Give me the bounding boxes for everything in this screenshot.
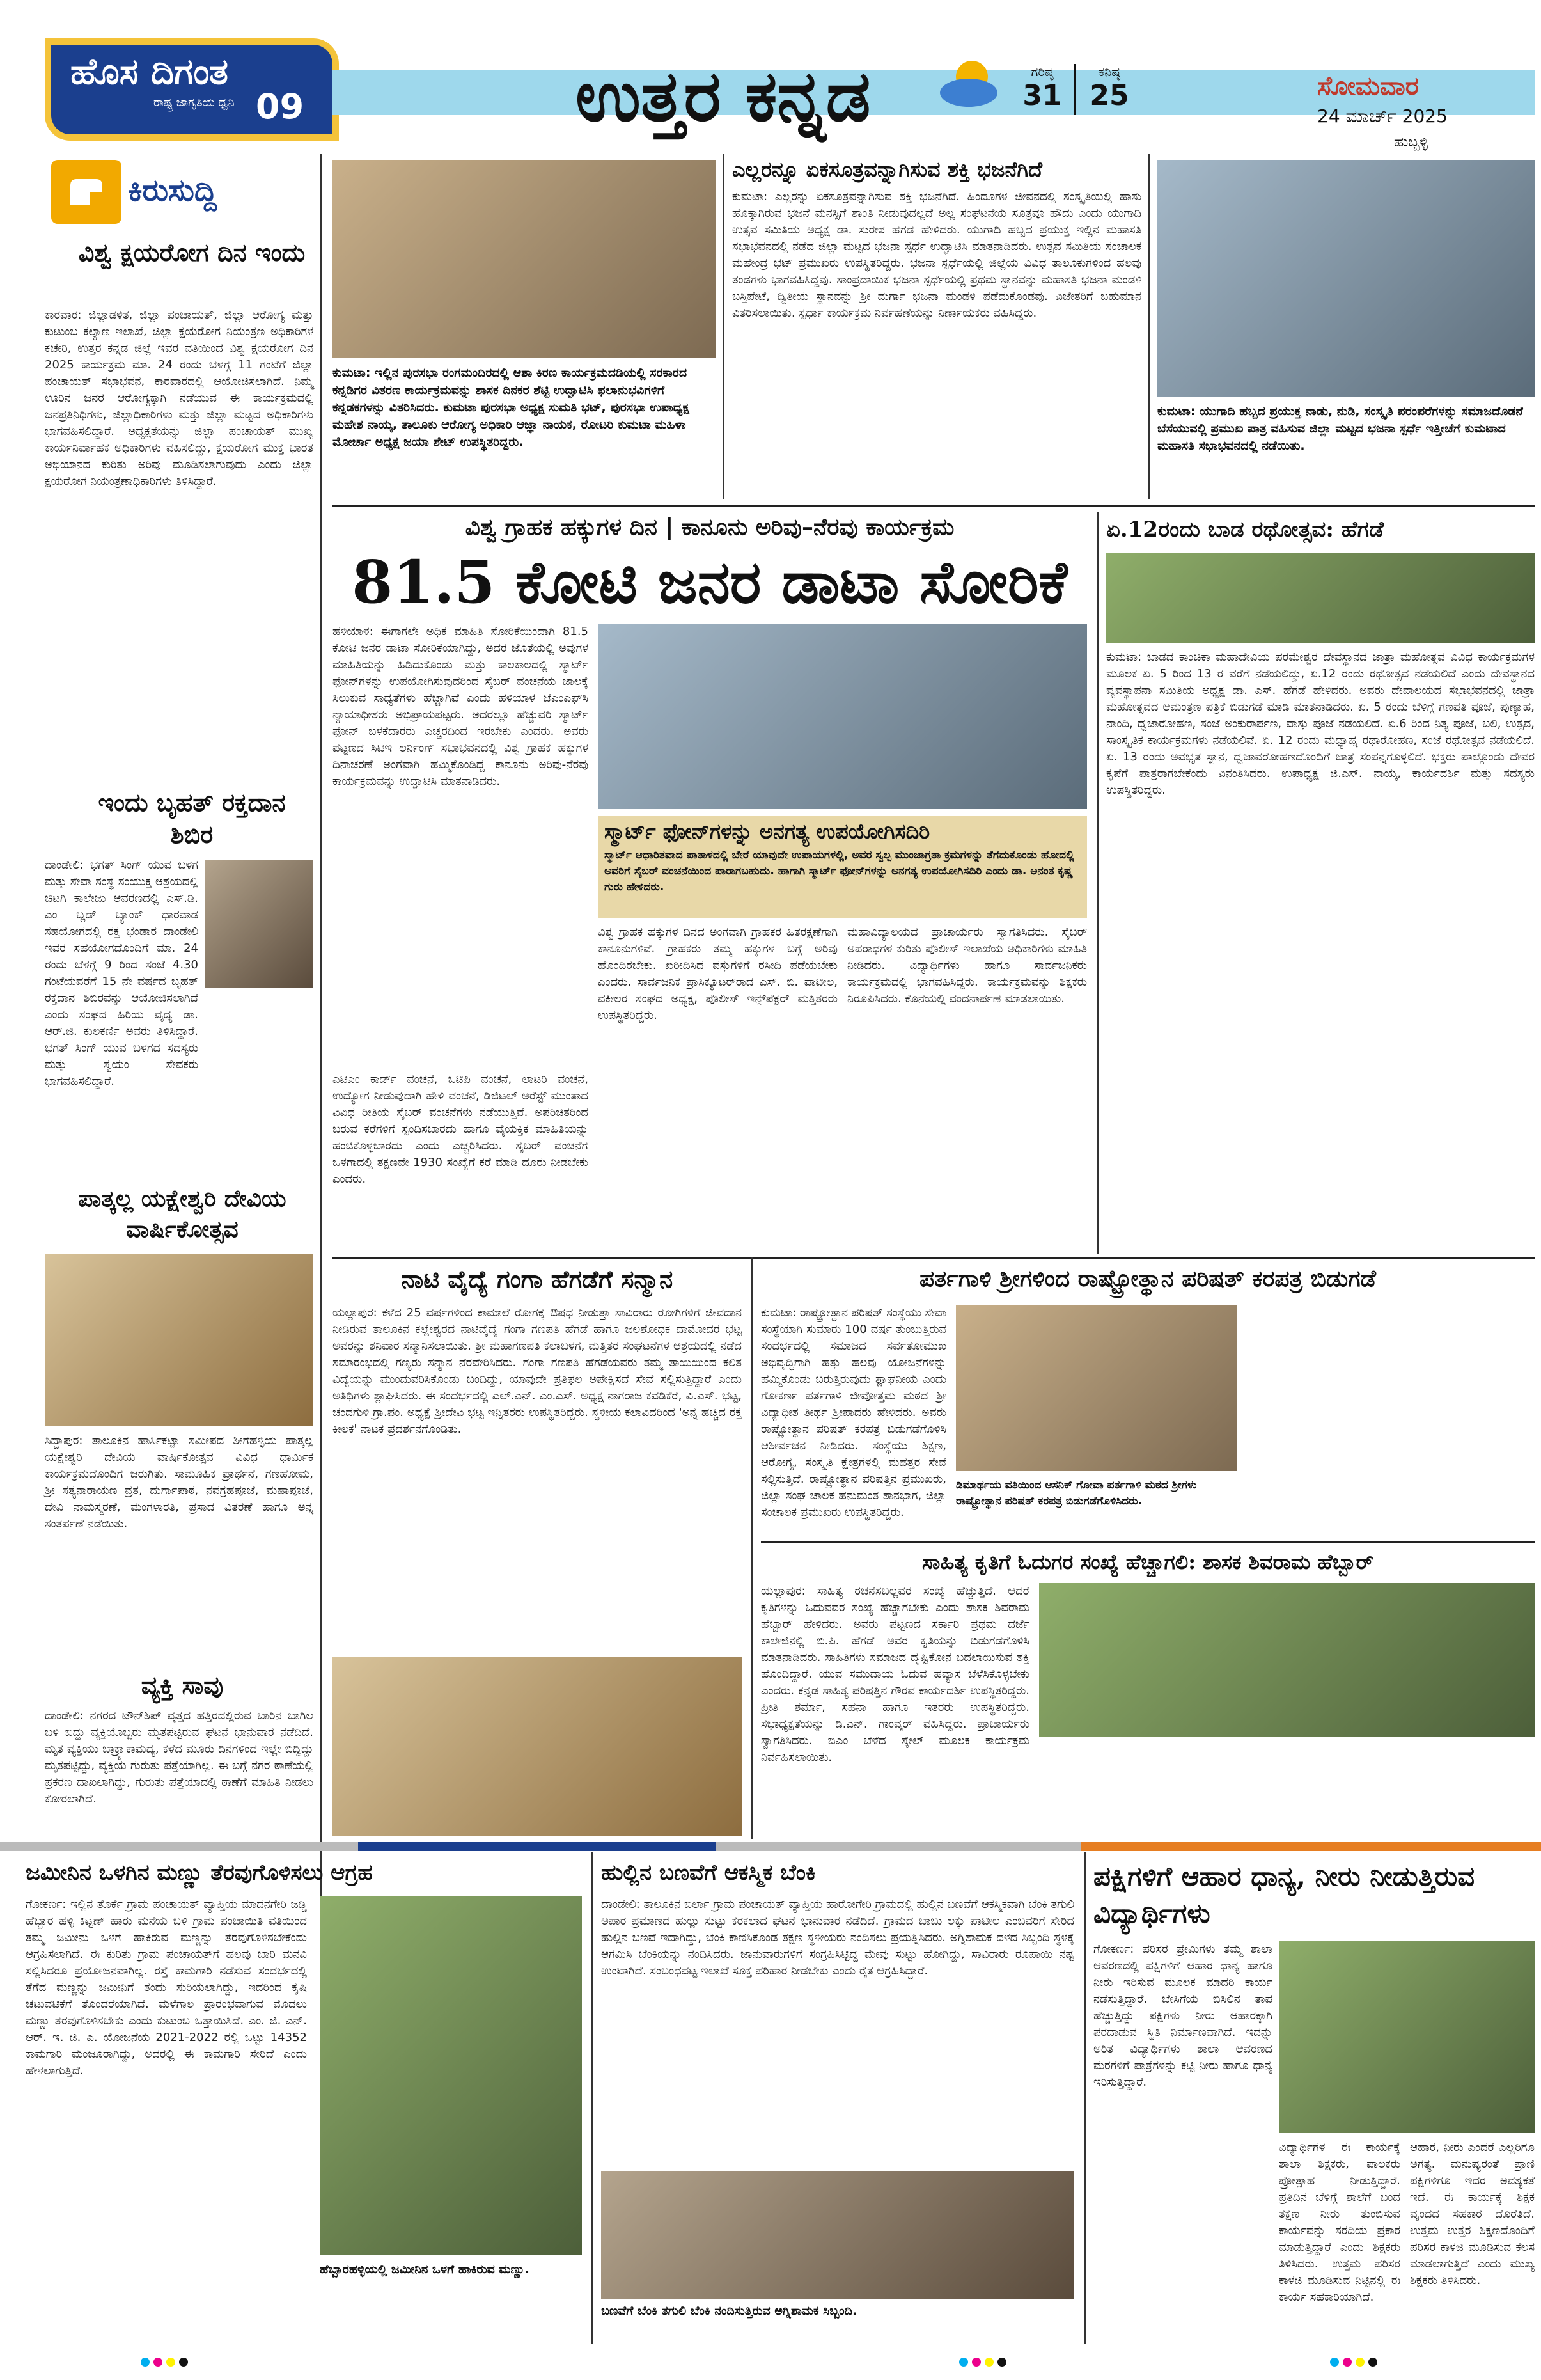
ganga-body: ಯಲ್ಲಾಪುರ: ಕಳೆದ 25 ವರ್ಷಗಳಿಂದ ಕಾಮಾಲೆ ರೋಗಕ್ಕೆ ಔಷಧ ನೀಡುತ್ತಾ ಸಾವಿರಾರು ರೋಗಿಗಳಿಗೆ ಜೀವದಾನ ನೀಡಿರುವ ತಾಲೂಕಿನ ಕಲ್ಲೇಶ್ವರದ ನಾಟಿವೈದ್ಯೆ ಗಂಗಾ ಗಣಪತಿ ಹೆಗಡೆ ಹಾಗೂ ಜಲಶೋಧಕ ದಾಮೋದರ ಭಟ್ಟ ಅವರನ್ನು ಶನಿವಾರ ಸನ್ಮಾನಿಸಲಾಯಿತು. ಶ್ರೀ ಮಹಾಗಣಪತಿ ಕಲಾಬಳಗ, ಮತ್ತಿತರ ಸಂಘಟನೆಗಳ ಆಶ್ರಯದಲ್ಲಿ ನಡೆದ ಸಮಾರಂಭದಲ್ಲಿ ಗಣ್ಯರು ಸನ್ಮಾನ ನೆರವೇರಿಸಿದರು. ಗಂಗಾ ಗಣಪತಿ ಹೆಗಡೆಯವರು ತಮ್ಮ ತಾಯಿಯಿಂದ ಕಲಿತ ವಿದ್ಯೆಯನ್ನು ಮುಂದುವರಿಸಿಕೊಂಡು ಬಂದಿದ್ದು, ಯಾವುದೇ ಪ್ರತಿಫಲ ಅಪೇಕ್ಷಿಸದೆ ಸೇವೆ ಸಲ್ಲಿಸುತ್ತಿದ್ದಾರೆ ಎಂದು ಅತಿಥಿಗಳು ಶ್ಲಾಘಿಸಿದರು. ಈ ಸಂದರ್ಭದಲ್ಲಿ ಎಲ್.ಎನ್. ಎಂ.ಎಸ್. ಅಧ್ಯಕ್ಷ ನಾಗರಾಜ ಕವಡಿಕೆರೆ, ವಿ.ಎಸ್. ಭಟ್ಟ, ಚಂದಗುಳಿ ಗ್ರಾ.ಪಂ. ಅಧ್ಯಕ್ಷೆ ಶ್ರೀದೇವಿ ಭಟ್ಟ ಇನ್ನಿತರರು ಉಪಸ್ಥಿತರಿದ್ದರು. ಸ್ಥಳೀಯ ಕಲಾವಿದರಿಂದ 'ಅನ್ನ ಹಚ್ಚಿದ ರಕ್ತ ಕೀಲಕ' ನಾಟಕ ಪ್ರದರ್ಶನಗೊಂಡಿತು. [332, 1306, 742, 1436]
brief-body-3: ಸಿದ್ದಾಪುರ: ತಾಲೂಕಿನ ಹಾರ್ಸಿಕಟ್ಟಾ ಸಮೀಪದ ಶೀಗೆಹಳ್ಳಿಯ ಪಾತ್ಕಲ್ಲ ಯಕ್ಷೇಶ್ವರಿ ದೇವಿಯ ವಾರ್ಷಿಕೋತ್ಸವ ವಿವಿಧ ಧಾರ್ಮಿಕ ಕಾರ್ಯಕ್ರಮದೊಂದಿಗೆ ಜರುಗಿತು. ಸಾಮೂಹಿಕ ಪ್ರಾರ್ಥನೆ, ಗಣಹೋಮ, ಶ್ರೀ ಸತ್ಯನಾರಾಯಣ ವ್ರತ, ದುರ್ಗಾಪಾಠ, ನವಗ್ರಹಪೂಜೆ, ಮಹಾಪೂಜೆ, ದೇವಿ ನಾಮಸ್ಮರಣೆ, ಮಂಗಳಾರತಿ, ಪ್ರಸಾದ ವಿತರಣೆ ಹಾಗೂ ಅನ್ನ ಸಂತರ್ಪಣೆ ನಡೆಯಿತು. [45, 1434, 313, 1531]
parthagali-title: ಪರ್ತಗಾಳಿ ಶ್ರೀಗಳಿಂದ ರಾಷ್ಟ್ರೋತ್ಥಾನ ಪರಿಷತ್ ಕರಪತ್ರ ಬಿಡುಗಡೆ [919, 1265, 1376, 1292]
parthagali-body: ಕುಮಟಾ: ರಾಷ್ಟ್ರೋತ್ಥಾನ ಪರಿಷತ್ ಸಂಸ್ಥೆಯು ಸೇವಾ ಸಂಸ್ಥೆಯಾಗಿ ಸುಮಾರು 100 ವರ್ಷ ತುಂಬುತ್ತಿರುವ ಸಂದರ್ಭದಲ್ಲಿ ಸಮಾಜದ ಸರ್ವತೋಮುಖ ಅಭಿವೃದ್ಧಿಗಾಗಿ ಹತ್ತು ಹಲವು ಯೋಜನೆಗಳನ್ನು ಹಮ್ಮಿಕೊಂಡು ಬರುತ್ತಿರುವುದು ಶ್ಲಾಘನೀಯ ಎಂದು ಗೋಕರ್ಣ ಪರ್ತಗಾಳಿ ಜೀವೋತ್ತಮ ಮಠದ ಶ್ರೀ ವಿದ್ಯಾಧೀಶ ತೀರ್ಥ ಶ್ರೀಪಾದರು ಹೇಳಿದರು. ಅವರು ರಾಷ್ಟ್ರೋತ್ಥಾನ ಪರಿಷತ್ ಕರಪತ್ರ ಬಿಡುಗಡೆಗೊಳಿಸಿ ಆಶೀರ್ವಚನ ನೀಡಿದರು. ಸಂಸ್ಥೆಯು ಶಿಕ್ಷಣ, ಆರೋಗ್ಯ, ಸಂಸ್ಕೃತಿ ಕ್ಷೇತ್ರಗಳಲ್ಲಿ ಮಹತ್ತರ ಸೇವೆ ಸಲ್ಲಿಸುತ್ತಿದೆ. ರಾಷ್ಟ್ರೋತ್ಥಾನ ಪರಿಷತ್ತಿನ ಪ್ರಮುಖರು, ಜಿಲ್ಲಾ ಸಂಘ ಚಾಲಕ ಹನುಮಂತ ಶಾನಭಾಗ, ಜಿಲ್ಲಾ ಸಂಚಾಲಕ ಪ್ರಮುಖರು ಉಪಸ್ಥಿತರಿದ್ದರು. [761, 1306, 946, 1519]
brief-body-1: ಕಾರವಾರ: ಜಿಲ್ಲಾಡಳಿತ, ಜಿಲ್ಲಾ ಪಂಚಾಯತ್, ಜಿಲ್ಲಾ ಆರೋಗ್ಯ ಮತ್ತು ಕುಟುಂಬ ಕಲ್ಯಾಣ ಇಲಾಖೆ, ಜಿಲ್ಲಾ ಕ್ಷಯರೋಗ ನಿಯಂತ್ರಣ ಅಧಿಕಾರಿಗಳ ಕಚೇರಿ, ಉತ್ತರ ಕನ್ನಡ ಜಿಲ್ಲೆ ಇವರ ವತಿಯಿಂದ ವಿಶ್ವ ಕ್ಷಯರೋಗ ದಿನ 2025 ಕಾರ್ಯಕ್ರಮ ಮಾ. 24 ರಂದು ಬೆಳಗ್ಗೆ 11 ಗಂಟೆಗೆ ಜಿಲ್ಲಾ ಪಂಚಾಯತ್ ಸಭಾಭವನ, ಕಾರವಾರದಲ್ಲಿ ಆಯೋಜಿಸಲಾಗಿದೆ. ನಿಮ್ಮ ಊರಿನ ಜನರ ಆರೋಗ್ಯಕ್ಕಾಗಿ ನಡೆಯುವ ಈ ಕಾರ್ಯಕ್ರಮದಲ್ಲಿ ಜನಪ್ರತಿನಿಧಿಗಳು, ಜಿಲ್ಲಾಧಿಕಾರಿಗಳು ಮತ್ತು ಜಿಲ್ಲಾ ಮಟ್ಟದ ಅಧಿಕಾರಿಗಳು ಭಾಗವಹಿಸಲಿದ್ದಾರೆ. ಅಧ್ಯಕ್ಷತೆಯನ್ನು ಜಿಲ್ಲಾ ಪಂಚಾಯತ್ ಮುಖ್ಯ ಕಾರ್ಯನಿರ್ವಾಹಕ ಅಧಿಕಾರಿಗಳು ವಹಿಸಲಿದ್ದು, ಕ್ಷಯರೋಗ ಮುಕ್ತ ಭಾರತ ಅಭಿಯಾನದ ಕುರಿತು ಅರಿವು ಮೂಡಿಸಲಾಗುವುದು ಎಂದು ಜಿಲ್ಲಾ ಕ್ಷಯರೋಗ ನಿಯಂತ್ರಣಾಧಿಕಾರಿಗಳು ತಿಳಿಸಿದ್ದಾರೆ. [45, 308, 313, 488]
brief-title-1: ವಿಶ್ವ ಕ್ಷಯರೋಗ ದಿನ ಇಂದು [78, 238, 306, 267]
brief-body-4: ದಾಂಡೇಲಿ: ನಗರದ ಟೌನ್‌ಶಿಪ್ ವೃತ್ತದ ಹತ್ತಿರದಲ್ಲಿರುವ ಬಾರಿನ ಬಾಗಿಲ ಬಳಿ ಬಿದ್ದು ವ್ಯಕ್ತಿಯೊಬ್ಬರು ಮೃತಪಟ್ಟಿರುವ ಘಟನೆ ಭಾನುವಾರ ನಡೆದಿದೆ. ಮೃತ ವ್ಯಕ್ತಿಯು ಬಾಕ್ರ್ಯಾಕಾಮದ್ಯ, ಕಳೆದ ಮೂರು ದಿನಗಳಿಂದ ಇಲ್ಲೇ ಬಿದ್ದಿದ್ದು ಮೃತಪಟ್ಟಿದ್ದು, ವ್ಯಕ್ತಿಯ ಗುರುತು ಪತ್ತೆಯಾಗಿಲ್ಲ. ಈ ಬಗ್ಗೆ ನಗರ ಠಾಣೆಯಲ್ಲಿ ಪ್ರಕರಣ ದಾಖಲಾಗಿದ್ದು, ಗುರುತು ಪತ್ತೆಯಾದಲ್ಲಿ ಠಾಣೆಗೆ ಮಾಹಿತಿ ನೀಡಲು ಕೋರಲಾಗಿದೆ. [45, 1709, 313, 1806]
date: 24 ಮಾರ್ಚ್ 2025 [1317, 106, 1448, 127]
rule-2 [332, 1257, 1535, 1259]
eye-camp-photo [332, 160, 716, 358]
weekday: ಸೋಮವಾರ [1317, 72, 1419, 101]
portrait-photo [205, 860, 313, 988]
soil-body: ಗೋಕರ್ಣ: ಇಲ್ಲಿನ ತೊರ್ಕೆ ಗ್ರಾಮ ಪಂಚಾಯತ್ ವ್ಯಾಪ್ತಿಯ ಮಾದನಗೇರಿ ಜಡ್ಡಿ ಹೆಬ್ಬಾರ ಹಳ್ಳಿ ಕಿಟ್ಟಣ್ ಹಾರು ಮನೆಯ ಬಳಿ ಗ್ರಾಮ ಪಂಚಾಯಿತಿ ವತಿಯಿಂದ ತಮ್ಮ ಜಮೀನು ಒಳಗೆ ಹಾಕಿರುವ ಮಣ್ಣನ್ನು ತೆರವುಗೊಳಿಸಬೇಕೆಂದು ಆಗ್ರಹಿಸಲಾಗಿದೆ. ಈ ಕುರಿತು ಗ್ರಾಮ ಪಂಚಾಯತ್‌ಗೆ ಹಲವು ಬಾರಿ ಮನವಿ ಸಲ್ಲಿಸಿದರೂ ಪ್ರಯೋಜನವಾಗಿಲ್ಲ. ರಸ್ತೆ ಕಾಮಗಾರಿ ನಡೆಸುವ ಸಂದರ್ಭದಲ್ಲಿ ತೆಗೆದ ಮಣ್ಣನ್ನು ಜಮೀನಿಗೆ ತಂದು ಸುರಿಯಲಾಗಿದ್ದು, ಇದರಿಂದ ಕೃಷಿ ಚಟುವಟಿಕೆಗೆ ತೊಂದರೆಯಾಗಿದೆ. ಮಳೆಗಾಲ ಪ್ರಾರಂಭವಾಗುವ ಮೊದಲು ಮಣ್ಣು ತೆರವುಗೊಳಿಸಬೇಕು ಎಂದು ಕುಟುಂಬ ಒತ್ತಾಯಿಸಿದೆ. ಎಂ. ಜಿ. ಎನ್. ಆರ್. ಇ. ಜಿ. ಎ. ಯೋಜನೆಯ 2021-2022 ರಲ್ಲಿ ಒಟ್ಟು 14352 ಕಾಮಗಾರಿ ಮಂಜೂರಾಗಿದ್ದು, ಅದರಲ್ಲಿ ಈ ಕಾಮಗಾರಿ ಸೇರಿದೆ ಎಂದು ಹೇಳಲಾಗುತ್ತಿದೆ. [26, 1898, 307, 2077]
kirusuddi-hand-icon [51, 160, 121, 224]
fire-body: ದಾಂಡೇಲಿ: ತಾಲೂಕಿನ ಬಿರ್ಲಾ ಗ್ರಾಮ ಪಂಚಾಯತ್ ವ್ಯಾಪ್ತಿಯ ಹಾರೋಗೇರಿ ಗ್ರಾಮದಲ್ಲಿ ಹುಲ್ಲಿನ ಬಣವೆಗೆ ಆಕಸ್ಮಿಕವಾಗಿ ಬೆಂಕಿ ತಗುಲಿ ಅಪಾರ ಪ್ರಮಾಣದ ಹುಲ್ಲು ಸುಟ್ಟು ಕರಕಲಾದ ಘಟನೆ ಭಾನುವಾರ ನಡೆದಿದೆ. ಗ್ರಾಮದ ಬಾಬು ಲಕ್ಕು ಪಾಟೀಲ ಎಂಬವರಿಗೆ ಸೇರಿದ ಹುಲ್ಲಿನ ಬಣವೆ ಇದಾಗಿದ್ದು, ಬೆಂಕಿ ಕಾಣಿಸಿಕೊಂಡ ತಕ್ಷಣ ಸ್ಥಳೀಯರು ನಂದಿಸಲು ಪ್ರಯತ್ನಿಸಿದರು. ಅಗ್ನಿಶಾಮಕ ದಳದ ಸಿಬ್ಬಂದಿ ಸ್ಥಳಕ್ಕೆ ಆಗಮಿಸಿ ಬೆಂಕಿಯನ್ನು ನಂದಿಸಿದರು. ಜಾನುವಾರುಗಳಿಗೆ ಸಂಗ್ರಹಿಸಿಟ್ಟಿದ್ದ ಮೇವು ಸುಟ್ಟು ಹೋಗಿದ್ದು, ಸಾವಿರಾರು ರೂಪಾಯಿ ನಷ್ಟ ಉಂಟಾಗಿದೆ. ಸಂಬಂಧಪಟ್ಟ ಇಲಾಖೆ ಸೂಕ್ತ ಪರಿಹಾರ ನೀಡಬೇಕು ಎಂದು ರೈತ ಆಗ್ರಹಿಸಿದ್ದಾರೆ. [601, 1898, 1074, 1978]
col-divider-1 [723, 154, 724, 499]
min-temp-block [1081, 64, 1138, 112]
color-registration-dots-3 [1330, 2357, 1381, 2369]
rule-1 [332, 505, 1535, 507]
lead-body-3: ವಿಶ್ವ ಗ್ರಾಹಕ ಹಕ್ಕುಗಳ ದಿನದ ಅಂಗವಾಗಿ ಗ್ರಾಹಕರ ಹಿತರಕ್ಷಣೆಗಾಗಿ ಕಾನೂನುಗಳಿವೆ. ಗ್ರಾಹಕರು ತಮ್ಮ ಹಕ್ಕುಗಳ ಬಗ್ಗೆ ಅರಿವು ಹೊಂದಿರಬೇಕು. ಖರೀದಿಸಿದ ವಸ್ತುಗಳಿಗೆ ರಸೀದಿ ಪಡೆಯಬೇಕು ಎಂದರು. ಸಾರ್ವಜನಿಕ ಪ್ರಾಸಿಕ್ಯೂಟರ್‌ರಾದ ಎಸ್. ಬಿ. ಪಾಟೀಲ, ವಕೀಲರ ಸಂಘದ ಅಧ್ಯಕ್ಷ, ಪೊಲೀಸ್ ಇನ್ಸ್‌ಪೆಕ್ಟರ್ ಮತ್ತಿತರರು ಉಪಸ್ಥಿತರಿದ್ದರು. [598, 926, 838, 1022]
bhajan-body: ಕುಮಟಾ: ಎಲ್ಲರನ್ನು ಏಕಸೂತ್ರವನ್ನಾಗಿಸುವ ಶಕ್ತಿ ಭಜನೆಗಿದೆ. ಹಿಂದೂಗಳ ಜೀವನದಲ್ಲಿ ಸಂಸ್ಕೃತಿಯಲ್ಲಿ ಹಾಸು ಹೊಕ್ಕಾಗಿರುವ ಭಜನೆ ಮನಸ್ಸಿಗೆ ಶಾಂತಿ ನೀಡುವುದಲ್ಲದೆ ಅಲ್ಲ ಸಂಘಟನೆಯ ಸೂತ್ರವೂ ಹೌದು ಎಂದು ಯುಗಾದಿ ಉತ್ಸವ ಸಮಿತಿಯ ಅಧ್ಯಕ್ಷ ಡಾ. ಸುರೇಶ ಹೆಗಡೆ ಹೇಳಿದರು. ಯುಗಾದಿ ಹಬ್ಬದ ಪ್ರಯುಕ್ತ ಇಲ್ಲಿನ ಮಹಾಸತಿ ಸಭಾಭವನದಲ್ಲಿ ನಡೆದ ಜಿಲ್ಲಾ ಮಟ್ಟದ ಭಜನಾ ಸ್ಪರ್ಧೆ ಉದ್ಘಾಟಿಸಿ ಮಾತನಾಡಿದರು. ಉತ್ಸವ ಸಮಿತಿಯ ಸಂಚಾಲಕ ಮಹೇಂದ್ರ ಭಟ್ ಪ್ರಮುಖರು ಉಪಸ್ಥಿತರಿದ್ದರು. ಭಜನಾ ಸ್ಪರ್ಧೆಯಲ್ಲಿ ಜಿಲ್ಲೆಯ ವಿವಿಧ ತಾಲೂಕುಗಳಿಂದ ಹಲವು ತಂಡಗಳು ಭಾಗವಹಿಸಿದ್ದವು. ಸಾಂಪ್ರದಾಯಿಕ ಭಜನಾ ಸ್ಪರ್ಧೆಯಲ್ಲಿ ಪ್ರಥಮ ಸ್ಥಾನವನ್ನು ಮಹಾಸತಿ ಭಜನಾ ಮಂಡಳಿ ಬಸ್ತಿಪೇಟೆ, ದ್ವಿತೀಯ ಸ್ಥಾನವನ್ನು ಶ್ರೀ ದುರ್ಗಾ ಭಜನಾ ಮಂಡಳಿ ಪಡೆದುಕೊಂಡವು. ವಿಜೇತರಿಗೆ ಬಹುಮಾನ ವಿತರಿಸಲಾಯಿತು. ಸ್ಪರ್ಧಾ ಕಾರ್ಯಕ್ರಮ ನಿರ್ವಹಣೆಯನ್ನು ನಿರ್ಣಾಯಕರು ವಹಿಸಿದ್ದರು. [732, 190, 1141, 320]
max-temp-block [1013, 64, 1071, 112]
soil-caption: ಹೆಬ್ಬಾರಹಳ್ಳಿಯಲ್ಲಿ ಜಮೀನಿನ ಒಳಗೆ ಹಾಕಿರುವ ಮಣ್ಣು. [320, 2262, 529, 2276]
brief-title-3: ಪಾತ್ಕಲ್ಲ ಯಕ್ಷೇಶ್ವರಿ ದೇವಿಯ ವಾರ್ಷಿಕೋತ್ಸವ [78, 1185, 286, 1243]
accent-bar-1 [358, 1842, 716, 1851]
lead-body-2: ಎಟಿಎಂ ಕಾರ್ಡ್ ವಂಚನೆ, ಒಟಿಪಿ ವಂಚನೆ, ಲಾಟರಿ ವಂಚನೆ, ಉದ್ಯೋಗ ನೀಡುವುದಾಗಿ ಹೇಳಿ ವಂಚನೆ, ಡಿಜಿಟಲ್ ಅರೆಸ್ಟ್ ಮುಂತಾದ ವಿವಿಧ ರೀತಿಯ ಸೈಬರ್ ವಂಚನೆಗಳು ನಡೆಯುತ್ತಿವೆ. ಅಪರಿಚಿತರಿಂದ ಬರುವ ಕರೆಗಳಿಗೆ ಸ್ಪಂದಿಸಬಾರದು ಹಾಗೂ ವೈಯಕ್ತಿಕ ಮಾಹಿತಿಯನ್ನು ಹಂಚಿಕೊಳ್ಳಬಾರದು ಎಂದು ಎಚ್ಚರಿಸಿದರು. ಸೈಬರ್ ವಂಚನೆಗೆ ಒಳಗಾದಲ್ಲಿ ತಕ್ಷಣವೇ 1930 ಸಂಖ್ಯೆಗೆ ಕರೆ ಮಾಡಿ ದೂರು ನೀಡಬೇಕು ಎಂದರು. [332, 1073, 588, 1186]
sahitya-title: ಸಾಹಿತ್ಯ ಕೃತಿಗೆ ಓದುಗರ ಸಂಖ್ಯೆ ಹೆಚ್ಚಾಗಲಿ: ಶಾಸಕ ಶಿವರಾಮ ಹೆಬ್ಬಾರ್ [922, 1550, 1373, 1574]
soil-title: ಜಮೀನಿನ ಒಳಗಿನ ಮಣ್ಣು ತೆರವುಗೊಳಿಸಲು ಆಗ್ರಹ [26, 1860, 373, 1886]
birds-body-1: ಗೋಕರ್ಣ: ಪರಿಸರ ಪ್ರೇಮಿಗಳು ತಮ್ಮ ಶಾಲಾ ಆವರಣದಲ್ಲಿ ಪಕ್ಷಿಗಳಿಗೆ ಆಹಾರ ಧಾನ್ಯ ಹಾಗೂ ನೀರು ಇರಿಸುವ ಮೂಲಕ ಮಾದರಿ ಕಾರ್ಯ ನಡೆಸುತ್ತಿದ್ದಾರೆ. ಬೇಸಿಗೆಯ ಬಿಸಿಲಿನ ತಾಪ ಹೆಚ್ಚುತ್ತಿದ್ದು ಪಕ್ಷಿಗಳು ನೀರು ಆಹಾರಕ್ಕಾಗಿ ಪರದಾಡುವ ಸ್ಥಿತಿ ನಿರ್ಮಾಣವಾಗಿದೆ. ಇದನ್ನು ಅರಿತ ವಿದ್ಯಾರ್ಥಿಗಳು ಶಾಲಾ ಆವರಣದ ಮರಗಳಿಗೆ ಪಾತ್ರೆಗಳನ್ನು ಕಟ್ಟಿ ನೀರು ಹಾಗೂ ಧಾನ್ಯ ಇರಿಸುತ್ತಿದ್ದಾರೆ. [1093, 1943, 1272, 2089]
ganga-photo [332, 1657, 742, 1836]
section-title-kirusuddi: ಕಿರುಸುದ್ದಿ [128, 173, 217, 209]
birds-body-3: ಆಹಾರ, ನೀರು ಎಂದರೆ ಎಲ್ಲರಿಗೂ ಅಗತ್ಯ. ಮನುಷ್ಯರಂತೆ ಪ್ರಾಣಿ ಪಕ್ಷಿಗಳಿಗೂ ಇದರ ಅವಶ್ಯಕತೆ ಇದೆ. ಈ ಕಾರ್ಯಕ್ಕೆ ಶಿಕ್ಷಕ ವೃಂದದ ಸಹಕಾರ ದೊರೆತಿದೆ. ಉತ್ತಮ ಉತ್ತರ ಶಿಕ್ಷಣದೊಂದಿಗೆ ಪರಿಸರ ಕಾಳಜಿ ಮೂಡಿಸುವ ಕೆಲಸ ಮಾಡಲಾಗುತ್ತಿದೆ ಎಂದು ಮುಖ್ಯ ಶಿಕ್ಷಕರು ತಿಳಿಸಿದರು. [1410, 2141, 1535, 2287]
max-temp-value: 31 [1022, 79, 1062, 112]
sahitya-body-2 [1039, 1743, 1535, 1839]
soil-photo [320, 1896, 582, 2255]
color-registration-dots-2 [959, 2357, 1010, 2369]
brief-title-4: ವ್ಯಕ್ತಿ ಸಾವು [141, 1671, 224, 1699]
brief-title-2: ಇಂದು ಬೃಹತ್ ರಕ್ತದಾನ ಶಿಬಿರ [98, 788, 286, 849]
accent-bar-2 [1081, 1842, 1541, 1851]
lead-headline: 81.5 ಕೋಟಿ ಜನರ ಡಾಟಾ ಸೋರಿಕೆ [352, 548, 1068, 617]
max-temp-label: ಗರಿಷ್ಠ [1031, 64, 1054, 79]
col-divider-6 [1084, 1852, 1086, 2344]
bhajan-photo [1157, 160, 1535, 397]
brand-title: ಹೊಸ ದಿಗಂತ [70, 51, 228, 93]
fire-title: ಹುಲ್ಲಿನ ಬಣವೆಗೆ ಆಕಸ್ಮಿಕ ಬೆಂಕಿ [601, 1860, 816, 1886]
brand-tagline: ರಾಷ್ಟ್ರ ಜಾಗೃತಿಯ ಧ್ವನಿ [153, 96, 235, 109]
page-number: 09 [256, 86, 304, 127]
lead-kicker: ವಿಶ್ವ ಗ್ರಾಹಕ ಹಕ್ಕುಗಳ ದಿನ | ಕಾನೂನು ಅರಿವು–ನೆರವು ಕಾರ್ಯಕ್ರಮ [465, 514, 955, 540]
lead-body-1: ಹಳಿಯಾಳ: ಈಗಾಗಲೇ ಅಧಿಕ ಮಾಹಿತಿ ಸೋರಿಕೆಯಿಂದಾಗಿ 81.5 ಕೋಟಿ ಜನರ ಡಾಟಾ ಸೋರಿಕೆಯಾಗಿದ್ದು, ಅದರ ಜೊತೆಯಲ್ಲಿ ಅವುಗಳ ಮಾಹಿತಿಯನ್ನು ಹಿಡಿದುಕೊಂಡು ಮತ್ತು ಕಾಲಕಾಲದಲ್ಲಿ ಸ್ಮಾರ್ಟ್ ಫೋನ್‌ಗಳನ್ನು ಉಪಯೋಗಿಸುವುದರಿಂದ ಸೈಬರ್ ವಂಚನೆಯ ಜಾಲಕ್ಕೆ ಸಿಲುಕುವ ಸಾಧ್ಯತೆಗಳು ಹೆಚ್ಚಾಗಿವೆ ಎಂದು ಹಳಿಯಾಳ ಜೆಎಂಎಫ್‌ಸಿ ನ್ಯಾಯಾಧೀಶರು ಅಭಿಪ್ರಾಯಪಟ್ಟರು. ಅದರಲ್ಲೂ ಹೆಚ್ಚುವರಿ ಸ್ಮಾರ್ಟ್ ಫೋನ್ ಬಳಕೆದಾರರು ಎಚ್ಚರದಿಂದ ಇರಬೇಕು ಎಂದರು. ಅವರು ಪಟ್ಟಣದ ಸಿಟಿಇ ಲರ್ನಿಂಗ್ ಸಭಾಭವನದಲ್ಲಿ ವಿಶ್ವ ಗ್ರಾಹಕ ಹಕ್ಕುಗಳ ದಿನಾಚರಣೆ ಅಂಗವಾಗಿ ಹಮ್ಮಿಕೊಂಡಿದ್ದ ಕಾನೂನು ಅರಿವು-ನೆರವು ಕಾರ್ಯಕ್ರಮವನ್ನು ಉದ್ಘಾಟಿಸಿ ಮಾತನಾಡಿದರು. [332, 625, 588, 788]
weather-icon [937, 54, 1007, 114]
lead-body-4: ಮಹಾವಿದ್ಯಾಲಯದ ಪ್ರಾಚಾರ್ಯರು ಸ್ವಾಗತಿಸಿದರು. ಸೈಬರ್ ಅಪರಾಧಗಳ ಕುರಿತು ಪೊಲೀಸ್ ಇಲಾಖೆಯ ಅಧಿಕಾರಿಗಳು ಮಾಹಿತಿ ನೀಡಿದರು. ವಿದ್ಯಾರ್ಥಿಗಳು ಹಾಗೂ ಸಾರ್ವಜನಿಕರು ಕಾರ್ಯಕ್ರಮದಲ್ಲಿ ಭಾಗವಹಿಸಿದ್ದರು. ಕಾರ್ಯಕ್ರಮವನ್ನು ಶಿಕ್ಷಕರು ನಿರೂಪಿಸಿದರು. ಕೊನೆಯಲ್ಲಿ ವಂದನಾರ್ಪಣೆ ಮಾಡಲಾಯಿತು. [847, 926, 1087, 1005]
col-divider-5 [591, 1852, 593, 2344]
ratha-body: ಕುಮಟಾ: ಬಾಡದ ಕಾಂಚಿಕಾ ಮಹಾದೇವಿಯ ಪರಮೇಶ್ವರ ದೇವಸ್ಥಾನದ ಜಾತ್ರಾ ಮಹೋತ್ಸವ ವಿವಿಧ ಕಾರ್ಯಕ್ರಮಗಳ ಮೂಲಕ ಏ. 5 ರಿಂದ 13 ರ ವರೆಗೆ ನಡೆಯಲಿದ್ದು, ಏ.12 ರಂದು ರಥೋತ್ಸವ ನಡೆಯಲಿದೆ ಎಂದು ದೇವಸ್ಥಾನದ ವ್ಯವಸ್ಥಾಪನಾ ಸಮಿತಿಯ ಅಧ್ಯಕ್ಷ ಡಾ. ಎಸ್. ಹೆಗಡೆ ಹೇಳಿದರು. ಅವರು ದೇವಾಲಯದ ಸಭಾಭವನದಲ್ಲಿ ಜಾತ್ರಾ ಮಹೋತ್ಸವದ ಆಮಂತ್ರಣ ಪತ್ರಿಕೆ ಬಿಡುಗಡೆ ಮಾಡಿ ಮಾತನಾಡಿದರು. ಏ. 5 ರಂದು ಬೆಳಿಗ್ಗೆ ಗಣಪತಿ ಪೂಜೆ, ಪುಣ್ಯಾಹ, ನಾಂದಿ, ಧ್ವಜಾರೋಹಣ, ಸಂಜೆ ಅಂಕುರಾರ್ಪಣ, ವಾಸ್ತು ಪೂಜೆ ನಡೆಯಲಿದೆ. ಏ.6 ರಿಂದ ನಿತ್ಯ ಪೂಜೆ, ಬಲಿ, ಉತ್ಸವ, ಸಾಂಸ್ಕೃತಿಕ ಕಾರ್ಯಕ್ರಮಗಳು ನಡೆಯಲಿವೆ. ಏ. 12 ರಂದು ಮಧ್ಯಾಹ್ನ ರಥಾರೋಹಣ, ಸಂಜೆ ರಥೋತ್ಸವ ನಡೆಯಲಿದೆ. ಏ. 13 ರಂದು ಅವಭೃತ ಸ್ನಾನ, ಧ್ವಜಾವರೋಹಣದೊಂದಿಗೆ ಜಾತ್ರೆ ಸಂಪನ್ನಗೊಳ್ಳಲಿದೆ. ಭಕ್ತರು ಪಾಲ್ಗೊಂಡು ದೇವರ ಕೃಪೆಗೆ ಪಾತ್ರರಾಗಬೇಕೆಂದು ವಿನಂತಿಸಿದರು. ಉಪಾಧ್ಯಕ್ಷ ಜಿ.ಎಸ್. ನಾಯ್ಕ, ಕಾರ್ಯದರ್ಶಿ ಮತ್ತು ಸದಸ್ಯರು ಉಪಸ್ಥಿತರಿದ್ದರು. [1106, 650, 1535, 797]
col-divider-4 [751, 1257, 753, 1839]
pull-quote-sub: ಸ್ಮಾರ್ಟ್ ಆಧಾರಿತವಾದ ಪಾತಾಳದಲ್ಲಿ ಬೇರೆ ಯಾವುದೇ ಉಪಾಯಗಳಲ್ಲಿ, ಅವರ ಸ್ವಲ್ಪ ಮುಂಜಾಗ್ರತಾ ಕ್ರಮಗಳನ್ನು ತೆಗೆದುಕೊಂಡು ಹೋದಲ್ಲಿ ಅವರಿಗೆ ಸೈಬರ್ ವಂಚನೆಯಿಂದ ಪಾರಾಗಬಹುದು. ಹಾಗಾಗಿ ಸ್ಮಾರ್ಟ್ ಫೋನ್‌ಗಳನ್ನು ಅನಗತ್ಯ ಉಪಯೋಗಿಸದಿರಿ ಎಂದು ಡಾ. ಅನಂತ ಕೃಷ್ಣ ಗುರು ಹೇಳಿದರು. [604, 849, 1075, 894]
temple-photo [45, 1254, 313, 1426]
edition-location: ಹುಬ್ಬಳ್ಳಿ [1394, 134, 1428, 150]
sahitya-photo [1039, 1583, 1535, 1737]
parthagali-caption: ಡಿಮಾರ್ಥಯ ವತಿಯಿಂದ ಆಸನಿಕ್ ಗೋವಾ ಪರ್ತಗಾಳಿ ಮಠದ ಶ್ರೀಗಳು ರಾಷ್ಟ್ರೋತ್ಥಾನ ಪರಿಷತ್ ಕರಪತ್ರ ಬಿಡುಗಡೆಗೊಳಿಸಿದರು. [956, 1479, 1197, 1508]
parthagali-photo [956, 1305, 1237, 1471]
pull-quote: ಸ್ಮಾರ್ಟ್ ಫೋನ್‌ಗಳನ್ನು ಅನಗತ್ಯ ಉಪಯೋಗಿಸದಿರಿ [604, 819, 930, 844]
birds-title: ಪಕ್ಷಿಗಳಿಗೆ ಆಹಾರ ಧಾನ್ಯ, ನೀರು ನೀಡುತ್ತಿರುವ ವಿದ್ಯಾರ್ಥಿಗಳು [1093, 1861, 1475, 1929]
birds-body-2: ವಿದ್ಯಾರ್ಥಿಗಳ ಈ ಕಾರ್ಯಕ್ಕೆ ಶಾಲಾ ಶಿಕ್ಷಕರು, ಪಾಲಕರು ಪ್ರೋತ್ಸಾಹ ನೀಡುತ್ತಿದ್ದಾರೆ. ಪ್ರತಿದಿನ ಬೆಳಿಗ್ಗೆ ಶಾಲೆಗೆ ಬಂದ ತಕ್ಷಣ ನೀರು ತುಂಬಿಸುವ ಕಾರ್ಯವನ್ನು ಸರದಿಯ ಪ್ರಕಾರ ಮಾಡುತ್ತಿದ್ದಾರೆ ಎಂದು ಶಿಕ್ಷಕರು ತಿಳಿಸಿದರು. ಉತ್ತಮ ಪರಿಸರ ಕಾಳಜಿ ಮೂಡಿಸುವ ನಿಟ್ಟಿನಲ್ಲಿ ಈ ಕಾರ್ಯ ಸಹಕಾರಿಯಾಗಿದೆ. [1279, 2141, 1400, 2304]
ratha-title: ಏ.12ರಂದು ಬಾಡ ರಥೋತ್ಸವ: ಹೆಗಡೆ [1106, 517, 1384, 542]
eye-camp-caption: ಕುಮಟಾ: ಇಲ್ಲಿನ ಪುರಸಭಾ ರಂಗಮಂದಿರದಲ್ಲಿ ಆಶಾ ಕಿರಣ ಕಾರ್ಯಕ್ರಮದಡಿಯಲ್ಲಿ ಸರಕಾರದ ಕನ್ನಡಿಗರ ವಿತರಣ ಕಾರ್ಯಕ್ರಮವನ್ನು ಶಾಸಕ ದಿನಕರ ಶೆಟ್ಟಿ ಉದ್ಘಾಟಿಸಿ ಫಲಾನುಭವಿಗಳಿಗೆ ಕನ್ನಡಕಗಳನ್ನು ವಿತರಿಸಿದರು. ಕುಮಟಾ ಪುರಸಭಾ ಅಧ್ಯಕ್ಷ ಸುಮತಿ ಭಟ್, ಪುರಸಭಾ ಉಪಾಧ್ಯಕ್ಷ ಮಹೇಶ ನಾಯ್ಕ, ತಾಲೂಕು ಆರೋಗ್ಯ ಅಧಿಕಾರಿ ಆಜ್ಞಾ ನಾಯಕ, ರೋಟರಿ ಕುಮಟಾ ಮಹಿಳಾ ಮೋರ್ಚಾ ಅಧ್ಯಕ್ಷ ಜಯಾ ಶೇಟ್ ಉಪಸ್ಥಿತರಿದ್ದರು. [332, 366, 689, 449]
col-divider-3 [1097, 512, 1099, 1254]
fire-photo [601, 2171, 1074, 2299]
brief-body-2a: ದಾಂಡೇಲಿ: ಭಗತ್ ಸಿಂಗ್ ಯುವ ಬಳಗ ಮತ್ತು ಸೇವಾ ಸಂಸ್ಥೆ ಸಂಯುಕ್ತ ಆಶ್ರಯದಲ್ಲಿ ಚಿಟಗಿ ಕಾಲೇಜು ಆವರಣದಲ್ಲಿ ಎಸ್.ಡಿ. ಎಂ ಬ್ಲಡ್ ಬ್ಯಾಂಕ್ ಧಾರವಾಡ ಸಹಯೋಗದಲ್ಲಿ ರಕ್ತ ಭಂಡಾರ ದಾಂಡೇಲಿ ಇವರ ಸಹಯೋಗದೊಂದಿಗೆ ಮಾ. 24 ರಂದು ಬೆಳಗ್ಗೆ 9 ರಿಂದ ಸಂಜೆ 4.30 ಗಂಟೆಯವರೆಗೆ 15 ನೇ ವರ್ಷದ ಬೃಹತ್ ರಕ್ತದಾನ ಶಿಬಿರವನ್ನು ಆಯೋಜಿಸಲಾಗಿದೆ ಎಂದು ಸಂಘದ ಹಿರಿಯ ವೈದ್ಯ ಡಾ. ಆರ್.ಜಿ. ಕುಲಕರ್ಣಿ ಅವರು ತಿಳಿಸಿದ್ದಾರೆ. ಭಗತ್ ಸಿಂಗ್ ಯುವ ಬಳಗದ ಸದಸ್ಯರು ಮತ್ತು ಸ್ವಯಂ ಸೇವಕರು ಭಾಗವಹಿಸಲಿದ್ದಾರೆ. [45, 858, 198, 1088]
bhajan-caption: ಕುಮಟಾ: ಯುಗಾದಿ ಹಬ್ಬದ ಪ್ರಯುಕ್ತ ನಾಡು, ನುಡಿ, ಸಂಸ್ಕೃತಿ ಪರಂಪರೆಗಳನ್ನು ಸಮಾಜದೊಡನೆ ಬೆಸೆಯುವಲ್ಲಿ ಪ್ರಮುಖ ಪಾತ್ರ ವಹಿಸುವ ಜಿಲ್ಲಾ ಮಟ್ಟದ ಭಜನಾ ಸ್ಪರ್ಧೆ ಇತ್ತೀಚೆಗೆ ಕುಮಟಾದ ಮಹಾಸತಿ ಸಭಾಭವನದಲ್ಲಿ ನಡೆಯಿತು. [1157, 404, 1523, 453]
min-temp-label: ಕನಿಷ್ಠ [1099, 64, 1120, 79]
district-title: ಉತ್ತರ ಕನ್ನಡ [575, 54, 871, 137]
masthead [0, 0, 1541, 154]
birds-photo [1279, 1941, 1535, 2133]
rule-3 [761, 1541, 1535, 1543]
color-registration-dots-1 [141, 2357, 192, 2369]
lead-photo [598, 624, 1087, 809]
sahitya-body: ಯಲ್ಲಾಪುರ: ಸಾಹಿತ್ಯ ರಚನೆಸಬಲ್ಲವರ ಸಂಖ್ಯೆ ಹೆಚ್ಚುತ್ತಿದೆ. ಆದರೆ ಕೃತಿಗಳನ್ನು ಓದುವವರ ಸಂಖ್ಯೆ ಹೆಚ್ಚಾಗಬೇಕು ಎಂದು ಶಾಸಕ ಶಿವರಾಮ ಹೆಬ್ಬಾರ್ ಹೇಳಿದರು. ಅವರು ಪಟ್ಟಣದ ಸರ್ಕಾರಿ ಪ್ರಥಮ ದರ್ಜೆ ಕಾಲೇಜಿನಲ್ಲಿ ಬಿ.ಪಿ. ಹೆಗಡೆ ಅವರ ಕೃತಿಯನ್ನು ಬಿಡುಗಡೆಗೊಳಿಸಿ ಮಾತನಾಡಿದರು. ಸಾಹಿತಿಗಳು ಸಮಾಜದ ದೃಷ್ಟಿಕೋನ ಬದಲಾಯಿಸುವ ಶಕ್ತಿ ಹೊಂದಿದ್ದಾರೆ. ಯುವ ಸಮುದಾಯ ಓದುವ ಹವ್ಯಾಸ ಬೆಳೆಸಿಕೊಳ್ಳಬೇಕು ಎಂದರು. ಕನ್ನಡ ಸಾಹಿತ್ಯ ಪರಿಷತ್ತಿನ ಗೌರವ ಕಾರ್ಯದರ್ಶಿ ಉಪಸ್ಥಿತರಿದ್ದರು. ಪ್ರೀತಿ ಶರ್ಮಾ, ಸಹನಾ ಹಾಗೂ ಇತರರು ಉಪಸ್ಥಿತರಿದ್ದರು. ಸಭಾಧ್ಯಕ್ಷತೆಯನ್ನು ಡಿ.ಎನ್. ಗಾಂವ್ಕರ್ ವಹಿಸಿದ್ದರು. ಪ್ರಾಚಾರ್ಯರು ಸ್ವಾಗತಿಸಿದರು. ಬಿಎಂ ಬೆಳೆದ ಸ್ಕೇಲ್ ಮೂಲಕ ಕಾರ್ಯಕ್ರಮ ನಿರ್ವಹಿಸಲಾಯಿತು. [761, 1584, 1029, 1764]
temp-divider [1074, 64, 1076, 115]
min-temp-value: 25 [1090, 79, 1129, 112]
ganga-title: ನಾಟಿ ವೈದ್ಯೆ ಗಂಗಾ ಹೆಗಡೆಗೆ ಸನ್ಮಾನ [401, 1265, 673, 1293]
col-divider-2 [1148, 154, 1150, 499]
bhajan-title: ಎಲ್ಲರನ್ನೂ ಏಕಸೂತ್ರವನ್ನಾಗಿಸುವ ಶಕ್ತಿ ಭಜನೆಗಿದೆ [732, 157, 1043, 182]
ratha-photo [1106, 553, 1535, 643]
fire-caption: ಬಣವೆಗೆ ಬೆಂಕಿ ತಗುಲಿ ಬೆಂಕಿ ನಂದಿಸುತ್ತಿರುವ ಅಗ್ನಿಶಾಮಕ ಸಿಬ್ಬಂದಿ. [601, 2304, 857, 2318]
brief-body-2b [45, 1055, 313, 1170]
